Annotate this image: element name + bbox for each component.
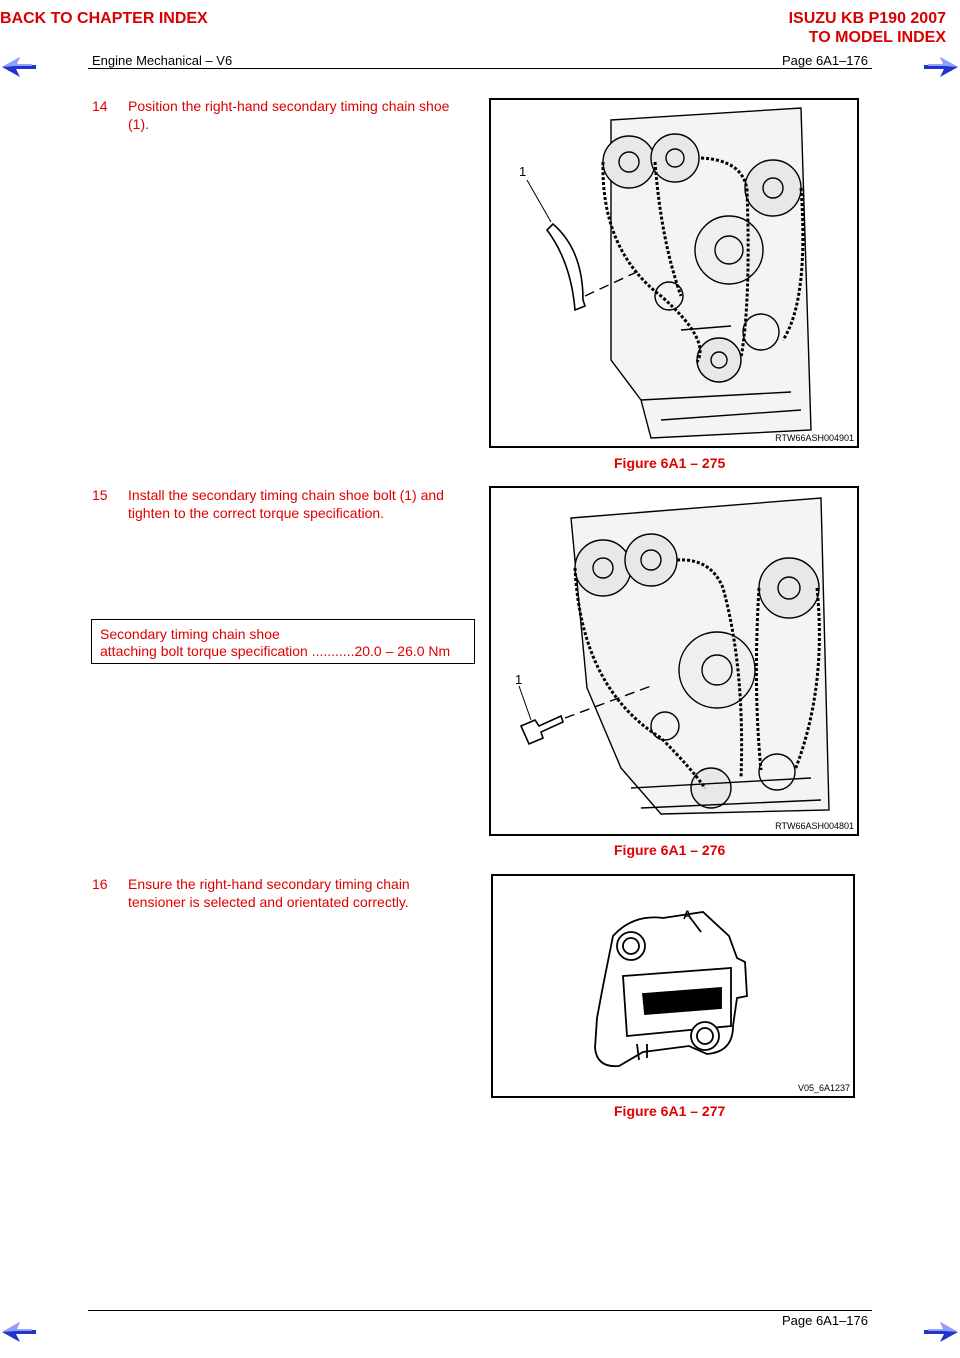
callout-label: 1 bbox=[515, 672, 523, 687]
spec-line-1: Secondary timing chain shoe bbox=[100, 626, 280, 642]
figure-277-image bbox=[491, 874, 855, 1098]
figure-code: V05_6A1237 bbox=[797, 1083, 850, 1093]
engine-timing-diagram-2 bbox=[491, 488, 857, 834]
footer-rule bbox=[88, 1310, 872, 1311]
engine-timing-diagram-1 bbox=[491, 100, 857, 446]
step-number: 14 bbox=[92, 98, 108, 114]
arrow-left-icon[interactable] bbox=[2, 57, 36, 77]
step-text-line-1: Position the right-hand secondary timing chain shoe bbox=[128, 98, 450, 114]
model-title-link[interactable]: ISUZU KB P190 2007 bbox=[788, 10, 946, 27]
header-rule bbox=[88, 68, 872, 69]
step-text-line-1: Install the secondary timing chain shoe bolt (1) and bbox=[128, 487, 444, 503]
figure-code: RTW66ASH004801 bbox=[775, 821, 854, 831]
step-text-line-2: tighten to the correct torque specification. bbox=[128, 505, 385, 521]
figure-275-image bbox=[489, 98, 859, 448]
arrow-right-icon[interactable] bbox=[924, 1322, 958, 1342]
section-title: Engine Mechanical – V6 bbox=[92, 53, 233, 68]
spec-line-2: attaching bolt torque specification ...........20.0 – 26.0 Nm bbox=[100, 643, 451, 659]
figure-code: RTW66ASH004901 bbox=[775, 433, 854, 443]
footer-page-number: Page 6A1–176 bbox=[781, 1313, 868, 1328]
header-page-number: Page 6A1–176 bbox=[781, 53, 868, 68]
arrow-left-icon[interactable] bbox=[2, 1322, 36, 1342]
step-text-line-2: tensioner is selected and orientated correctly. bbox=[128, 894, 409, 910]
step-number: 16 bbox=[92, 876, 108, 892]
torque-specification-box bbox=[91, 619, 475, 664]
figure-275-caption: Figure 6A1 – 275 bbox=[614, 455, 726, 471]
callout-label: 1 bbox=[519, 164, 527, 179]
back-to-chapter-index-link[interactable]: BACK TO CHAPTER INDEX bbox=[0, 10, 208, 27]
tensioner-marking-letter: A bbox=[683, 908, 692, 922]
figure-276-image bbox=[489, 486, 859, 836]
step-text-line-1: Ensure the right-hand secondary timing chain bbox=[128, 876, 410, 892]
figure-277-caption: Figure 6A1 – 277 bbox=[614, 1103, 726, 1119]
step-number: 15 bbox=[92, 487, 108, 503]
arrow-right-icon[interactable] bbox=[924, 57, 958, 77]
step-text-line-2: (1). bbox=[128, 116, 149, 132]
figure-276-caption: Figure 6A1 – 276 bbox=[614, 842, 726, 858]
to-model-index-link[interactable]: TO MODEL INDEX bbox=[808, 29, 946, 46]
tensioner-part-number-stamp: 5562 bbox=[668, 974, 708, 995]
